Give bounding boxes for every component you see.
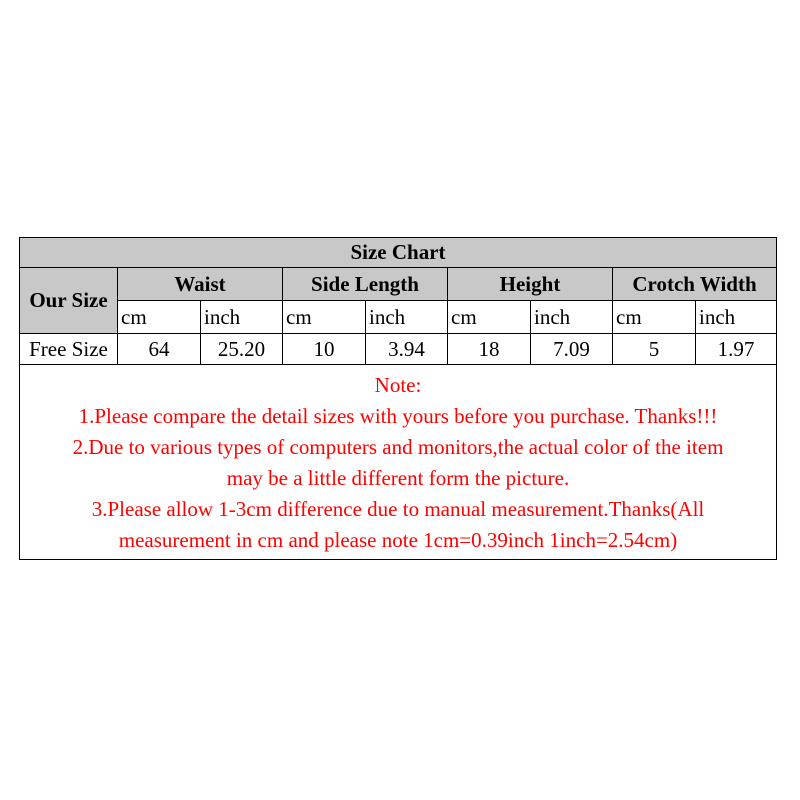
note-line: may be a little different form the picture.: [226, 466, 570, 490]
unit-cell: inch: [531, 301, 613, 334]
height-header: Height: [448, 268, 613, 301]
size-chart-table: [19, 237, 777, 560]
note-box: [20, 365, 776, 559]
unit-cell: cm: [118, 301, 201, 334]
unit-cell: inch: [201, 301, 283, 334]
waist-header: Waist: [118, 268, 283, 301]
value-cell: 7.09: [531, 334, 613, 365]
value-cell: 64: [118, 334, 201, 365]
value-cell: 25.20: [201, 334, 283, 365]
note-heading: Note:: [374, 373, 422, 397]
crotch-width-header: Crotch Width: [613, 268, 776, 301]
unit-cell: cm: [283, 301, 366, 334]
note-line: 1.Please compare the detail sizes with yours before you purchase. Thanks!!!: [78, 404, 718, 428]
table-title: Size Chart: [20, 238, 776, 268]
side-length-header: Side Length: [283, 268, 448, 301]
size-label-cell: Free Size: [20, 334, 118, 365]
note-line: 2.Due to various types of computers and monitors,the actual color of the item: [72, 435, 724, 459]
value-cell: 10: [283, 334, 366, 365]
value-cell: 18: [448, 334, 531, 365]
unit-cell: inch: [696, 301, 776, 334]
unit-cell: cm: [448, 301, 531, 334]
value-cell: 1.97: [696, 334, 776, 365]
unit-cell: inch: [366, 301, 448, 334]
note-line: measurement in cm and please note 1cm=0.39inch 1inch=2.54cm): [118, 528, 678, 552]
value-cell: 3.94: [366, 334, 448, 365]
note-line: 3.Please allow 1-3cm difference due to manual measurement.Thanks(All: [91, 497, 705, 521]
size-column-header: Our Size: [20, 268, 118, 334]
value-cell: 5: [613, 334, 696, 365]
unit-cell: cm: [613, 301, 696, 334]
